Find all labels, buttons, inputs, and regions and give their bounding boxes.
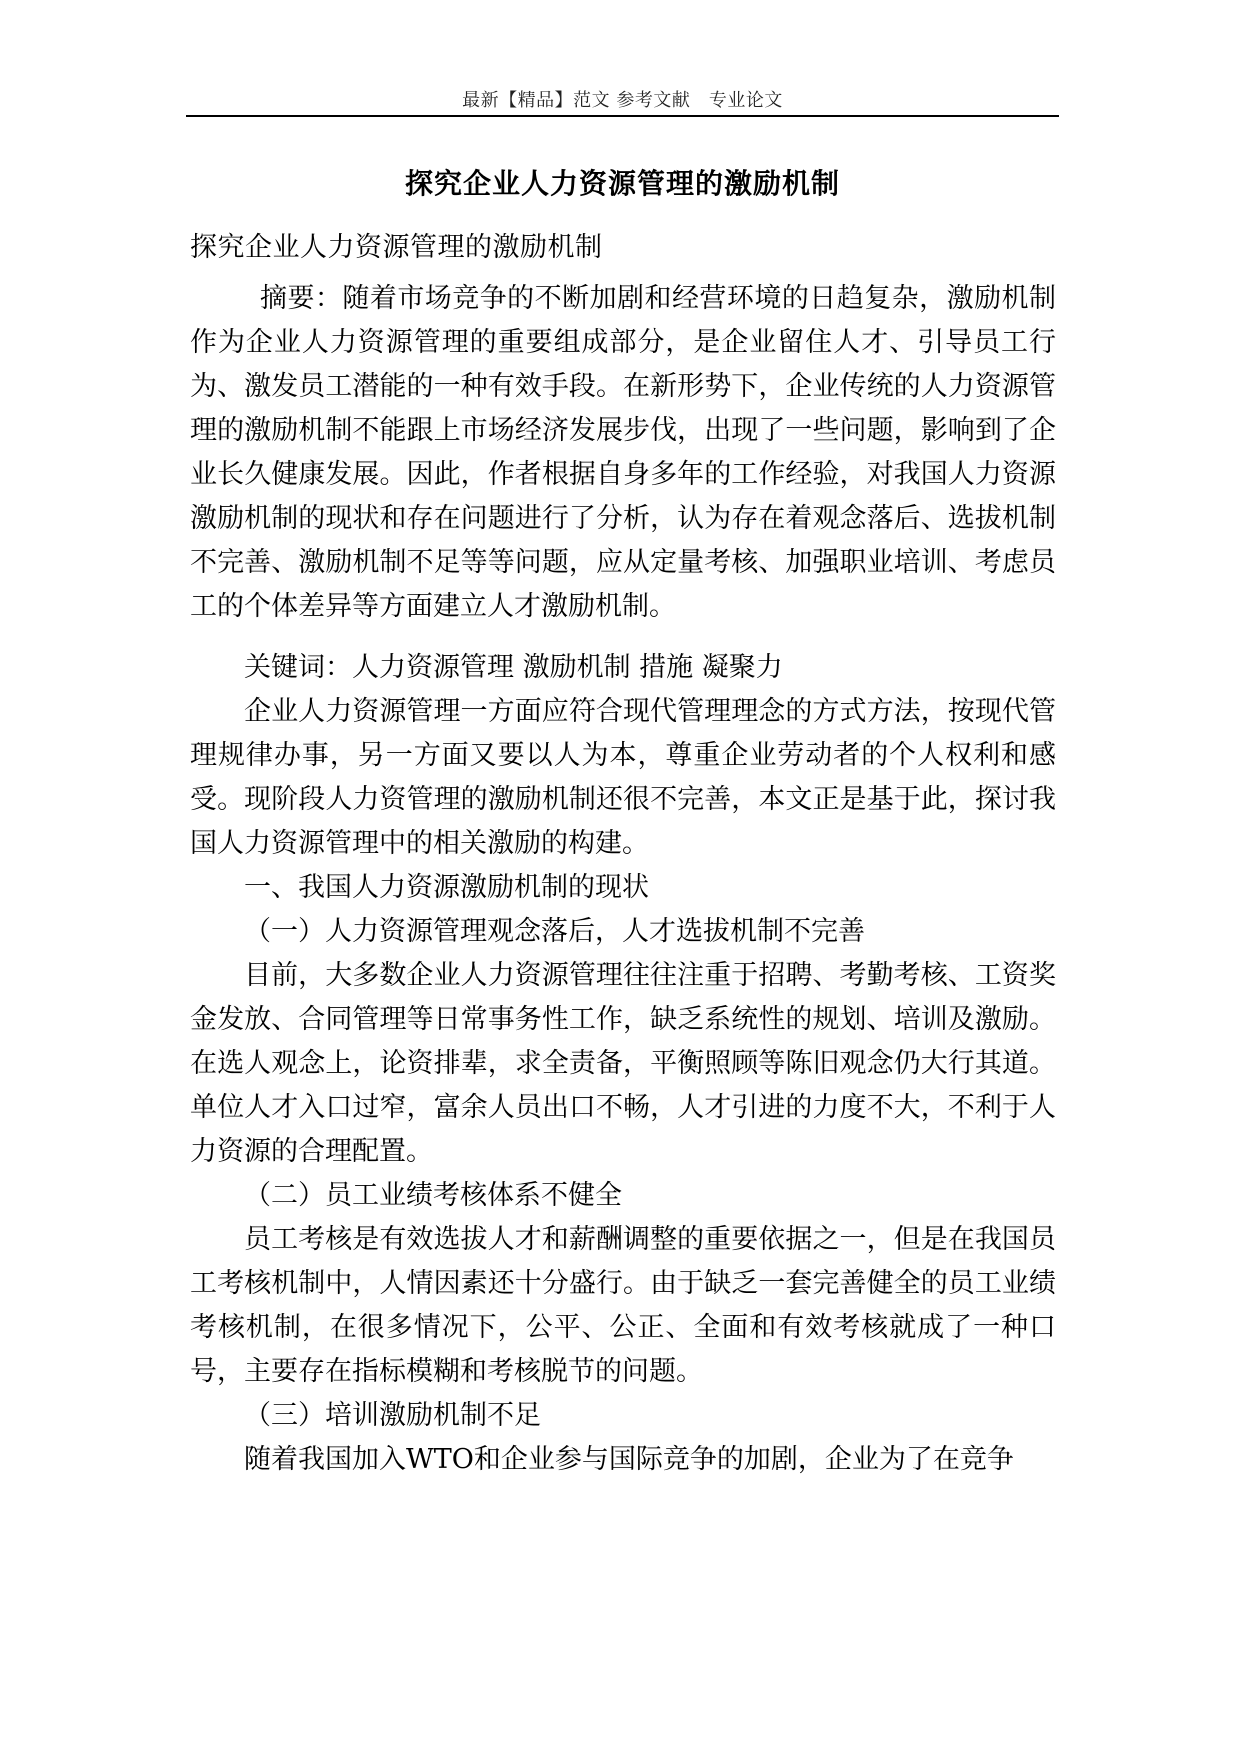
subsection-3-paragraph: 随着我国加入WTO和企业参与国际竞争的加剧，企业为了在竞争 — [244, 1444, 1014, 1475]
subsection-heading-3: （三）培训激励机制不足 — [244, 1400, 541, 1431]
subsection-heading-1: （一）人力资源管理观念落后，人才选拔机制不完善 — [244, 916, 865, 947]
intro-paragraph: 企业人力资源管理一方面应符合现代管理理念的方式方法，按现代管理规律办事，另一方面又要以人为本，尊重企业劳动者的个人权利和感受。现阶段人力资管理的激励机制还很不完善，本文正是基于此，探讨我国人力资源管理中的相关激励的构建。 — [190, 696, 1056, 859]
keywords-line: 关键词：人力资源管理 激励机制 措施 凝聚力 — [244, 652, 783, 683]
header-divider — [186, 115, 1059, 117]
subsection-heading-2: （二）员工业绩考核体系不健全 — [244, 1180, 622, 1211]
document-title: 探究企业人力资源管理的激励机制 — [404, 167, 840, 200]
subsection-2-paragraph: 员工考核是有效选拔人才和薪酬调整的重要依据之一，但是在我国员工考核机制中，人情因素还十分盛行。由于缺乏一套完善健全的员工业绩考核机制，在很多情况下，公平、公正、全面和有效考核就成了一种口号，主要存在指标模糊和考核脱节的问题。 — [190, 1224, 1056, 1387]
abstract-section — [190, 277, 1056, 629]
document-subtitle: 探究企业人力资源管理的激励机制 — [190, 232, 603, 263]
main-body — [190, 646, 1056, 1482]
subsection-1-paragraph: 目前，大多数企业人力资源管理往往注重于招聘、考勤考核、工资奖金发放、合同管理等日常事务性工作，缺乏系统性的规划、培训及激励。在选人观念上，论资排辈，求全责备，平衡照顾等陈旧观念仍大行其道。单位人才入口过窄，富余人员出口不畅，人才引进的力度不大，不利于人力资源的合理配置。 — [190, 960, 1056, 1167]
section-heading-1: 一、我国人力资源激励机制的现状 — [244, 872, 649, 903]
abstract-paragraph: 摘要：随着市场竞争的不断加剧和经营环境的日趋复杂，激励机制作为企业人力资源管理的重要组成部分，是企业留住人才、引导员工行为、激发员工潜能的一种有效手段。在新形势下，企业传统的人力资源管理的激励机制不能跟上市场经济发展步伐，出现了一些问题，影响到了企业长久健康发展。因此，作者根据自身多年的工作经验，对我国人力资源激励机制的现状和存在问题进行了分析，认为存在着观念落后、选拔机制不完善、激励机制不足等等问题，应从定量考核、加强职业培训、考虑员工的个体差异等方面建立人才激励机制。 — [190, 283, 1056, 622]
running-header: 最新【精品】范文 参考文献 专业论文 — [462, 90, 783, 111]
